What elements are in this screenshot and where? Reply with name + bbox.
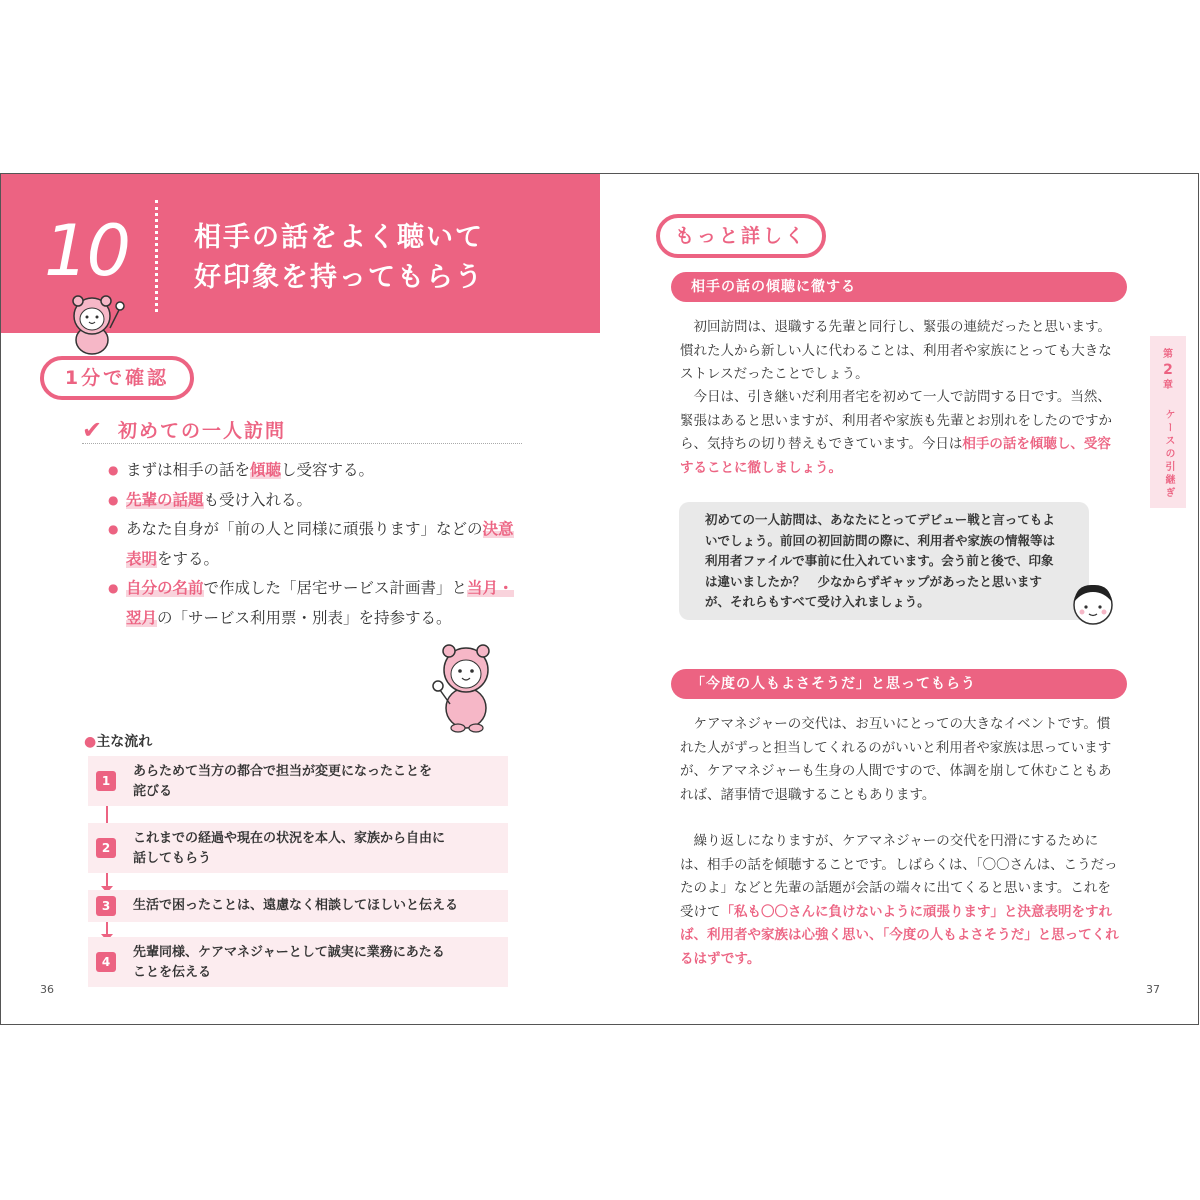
bullet-item: ● 先輩の話題も受け入れる。 [108,486,528,516]
flow-step-2: 2 これまでの経過や現在の状況を本人、家族から自由に 話してもらう [88,823,508,873]
bullet-item: ● 自分の名前で作成した「居宅サービス計画書」と当月・翌月の「サービス利用票・別表」を持参する。 [108,574,528,633]
quick-check-pill: 1分で確認 [40,356,194,400]
section1-paragraph-1: 初回訪問は、退職する先輩と同行し、緊張の連続だったと思います。慣れた人から新しい人に代わることは、利用者や家族にとっても大きなストレスだったことでしょう。 [680,319,1112,382]
section-heading-2: 「今度の人もよさそうだ」と思ってもらう [671,669,1127,699]
flow-step-1: 1 あらためて当方の都合で担当が変更になったことを 詫びる [88,756,508,806]
flow-step-4: 4 先輩同様、ケアマネジャーとして誠実に業務にあたる ことを伝える [88,937,508,987]
flow-title: ●主な流れ [84,734,153,750]
title-line-2: 好印象を持ってもらう [194,262,484,293]
page-number-left: 36 [40,983,54,996]
step-number-badge: 1 [96,771,116,791]
subsection-divider [82,443,522,444]
section1-paragraph-2: 今日は、引き継いだ利用者宅を初めて一人で訪問する日です。当然、緊張はあると思いますが、利用者や家族も先輩とお別れをしたのですから、気持ちの切り替えもできています。今日は相手の話を傾聴し、受容することに徹しましょう。 [680,389,1112,476]
subsection-title: 初めての一人訪問 [118,420,287,442]
page-title [194,218,484,298]
step-number-badge: 3 [96,896,116,916]
mascot-small-icon [64,292,128,362]
side-tab-chapter: 第 2 章 [1163,349,1173,391]
bullet-item: ● あなた自身が「前の人と同様に頑張ります」などの決意表明をする。 [108,515,528,574]
side-tab-label: ケースの引継ぎ [1163,408,1174,500]
page-number-right: 37 [1146,983,1160,996]
section2-paragraph-2: 繰り返しになりますが、ケアマネジャーの交代を円滑にするためには、相手の話を傾聴することです。しばらくは、「〇〇さんは、こうだったのよ」などと先輩の話題が会話の端々に出てくると思います。これを受けて「私も〇〇さんに負けないように頑張ります」と決意表明をすれば、利用者や家族は心強く思い、「今度の人もよさそうだ」と思ってくれるはずです。 [680,833,1119,967]
title-line-1: 相手の話をよく聴いて [194,222,484,253]
section2-paragraph-1: ケアマネジャーの交代は、お互いにとっての大きなイベントです。慣れた人がずっと担当してくれるのがいいと利用者や家族は思っていますが、ケアマネジャーも生身の人間ですので、体調を崩して休むこともあれば、諸事情で退職することもあります。 [680,716,1112,803]
flow-bullet-icon: ● [84,734,97,750]
more-details-pill: もっと詳しく [656,214,826,258]
checkmark-icon: ✔ [82,416,103,444]
section-heading-1: 相手の話の傾聴に徹する [671,272,1127,302]
bullet-list [108,456,528,633]
step-number-badge: 4 [96,952,116,972]
chapter-number: 10 [44,210,130,292]
mascot-large-icon [428,638,500,738]
speech-bubble: 初めての一人訪問は、あなたにとってデビュー戦と言ってもよいでしょう。前回の初回訪問の際に、利用者や家族の情報等は利用者ファイルで事前に仕入れています。会う前と後で、印象は違いましたか？ 少なからずギャップがあったと思いますが、それらもすべて受け入れましょう。 [679,502,1089,620]
bullet-item: ● まずは相手の話を傾聴し受容する。 [108,456,528,486]
person-face-icon [1070,580,1116,632]
header-dotted-divider [155,200,158,312]
flow-step-3: 3 生活で困ったことは、遠慮なく相談してほしいと伝える [88,890,508,922]
step-number-badge: 2 [96,838,116,858]
